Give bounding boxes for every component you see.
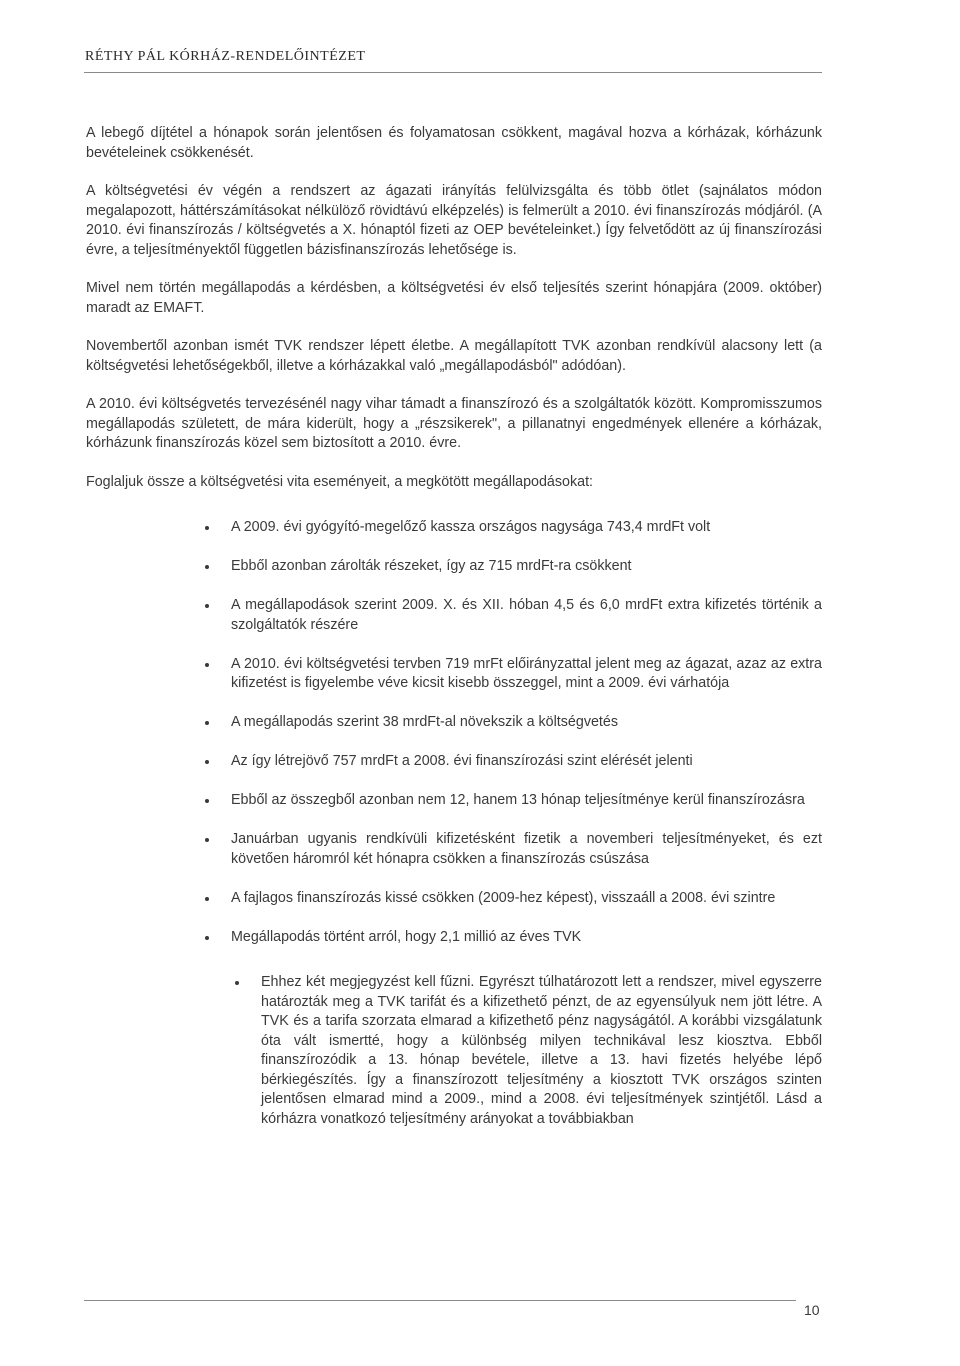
page-header-title: RÉTHY PÁL KÓRHÁZ-RENDELŐINTÉZET bbox=[85, 49, 366, 64]
paragraph: Novembertől azonban ismét TVK rendszer lépett életbe. A megállapított TVK azonban rendkívül alacsony lett (a költségvetési lehetőségekből, illetve a kórházakkal való „megállapodásból" adódóan). bbox=[86, 338, 822, 374]
list-item: Megállapodás történt arról, hogy 2,1 millió az éves TVK bbox=[86, 928, 822, 948]
list-item: A megállapodás szerint 38 mrdFt-al növekszik a költségvetés bbox=[86, 713, 822, 733]
document-body bbox=[86, 124, 822, 1129]
page-number: 10 bbox=[804, 1302, 820, 1318]
header-divider bbox=[84, 72, 822, 73]
paragraph: A 2010. évi költségvetés tervezésénél nagy vihar támadt a finanszírozó és a szolgáltatók között. Kompromisszumos megállapodás született, de mára kiderült, hogy a „részsikerek", a pillanatnyi engedmények ellenére a kórházak, kórházunk finanszírozás közel sem biztosított a 2010. évre. bbox=[86, 396, 822, 451]
paragraph: Mivel nem történ megállapodás a kérdésben, a költségvetési év első teljesítés szerint hónapjára (2009. október) maradt az EMAFT. bbox=[86, 280, 822, 316]
list-item: Ebből az összegből azonban nem 12, hanem 13 hónap teljesítménye kerül finanszírozásra bbox=[86, 791, 822, 811]
list-item: A 2009. évi gyógyító-megelőző kassza országos nagysága 743,4 mrdFt volt bbox=[86, 518, 822, 538]
paragraph: A lebegő díjtétel a hónapok során jelentősen és folyamatosan csökkent, magával hozva a kórházak, kórházunk bevételeinek csökkenését. bbox=[86, 125, 822, 161]
footer-divider bbox=[84, 1300, 796, 1301]
list-item: Az így létrejövő 757 mrdFt a 2008. évi finanszírozási szint elérését jelenti bbox=[86, 752, 822, 772]
list-item: A megállapodások szerint 2009. X. és XII. hóban 4,5 és 6,0 mrdFt extra kifizetés történik a szolgáltatók részére bbox=[86, 596, 822, 635]
list-item: A fajlagos finanszírozás kissé csökken (2009-hez képest), visszaáll a 2008. évi szintre bbox=[86, 889, 822, 909]
list-item: Januárban ugyanis rendkívüli kifizetésként fizetik a novemberi teljesítményeket, és ezt követően háromról két hónapra csökken a finanszírozás csúszása bbox=[86, 830, 822, 869]
sub-list-item: Ehhez két megjegyzést kell fűzni. Egyrészt túlhatározott lett a rendszer, mivel egyszerre határozták meg a TVK tarifát és a kifizethető pénzt, de az egyensúlyuk nem jött létre. A TVK és a tarifa szorzata elmarad a kifizethető pénz nagyságától. A korábbi vizsgálatunk óta vált ismertté, hogy a különbség milyen technikával lesz kiosztva. Ebből finanszírozódik a 13. hónap bevétele, illetve a 13. havi fizetés helyébe lépő bérkiegészítés. Így a finanszírozott teljesítmény a kiosztott TVK országos szinten jelentősen elmarad mind a 2009., mind a 2008. évi teljesítmények szintjétől. Lásd a kórházra vonatkozó teljesítmény arányokat a továbbiakban bbox=[86, 973, 822, 1129]
paragraph-list-intro: Foglaljuk össze a költségvetési vita eseményeit, a megkötött megállapodásokat: bbox=[86, 473, 594, 490]
paragraph: A költségvetési év végén a rendszert az ágazati irányítás felülvizsgálta és több ötlet (sajnálatos módon megalapozott, háttérszámításokat nélkülöző rövidtávú elképzelés) is felmerült a 2010. évi finanszírozás módjáról. (A 2010. évi finanszírozás / költségvetés a X. hónaptól fizeti az OEP bevételeinket.) Így felvetődött az új finanszírozási évre, a teljesítményektől független bázisfinanszírozás lehetősége is. bbox=[86, 183, 822, 258]
list-item: Ebből azonban zárolták részeket, így az 715 mrdFt-ra csökkent bbox=[86, 557, 822, 577]
list-item: A 2010. évi költségvetési tervben 719 mrFt előirányzattal jelent meg az ágazat, azaz az extra kifizetést is figyelembe véve kicsit kisebb összeggel, mint a 2009. évi várhatója bbox=[86, 655, 822, 694]
bullet-list bbox=[86, 518, 822, 947]
